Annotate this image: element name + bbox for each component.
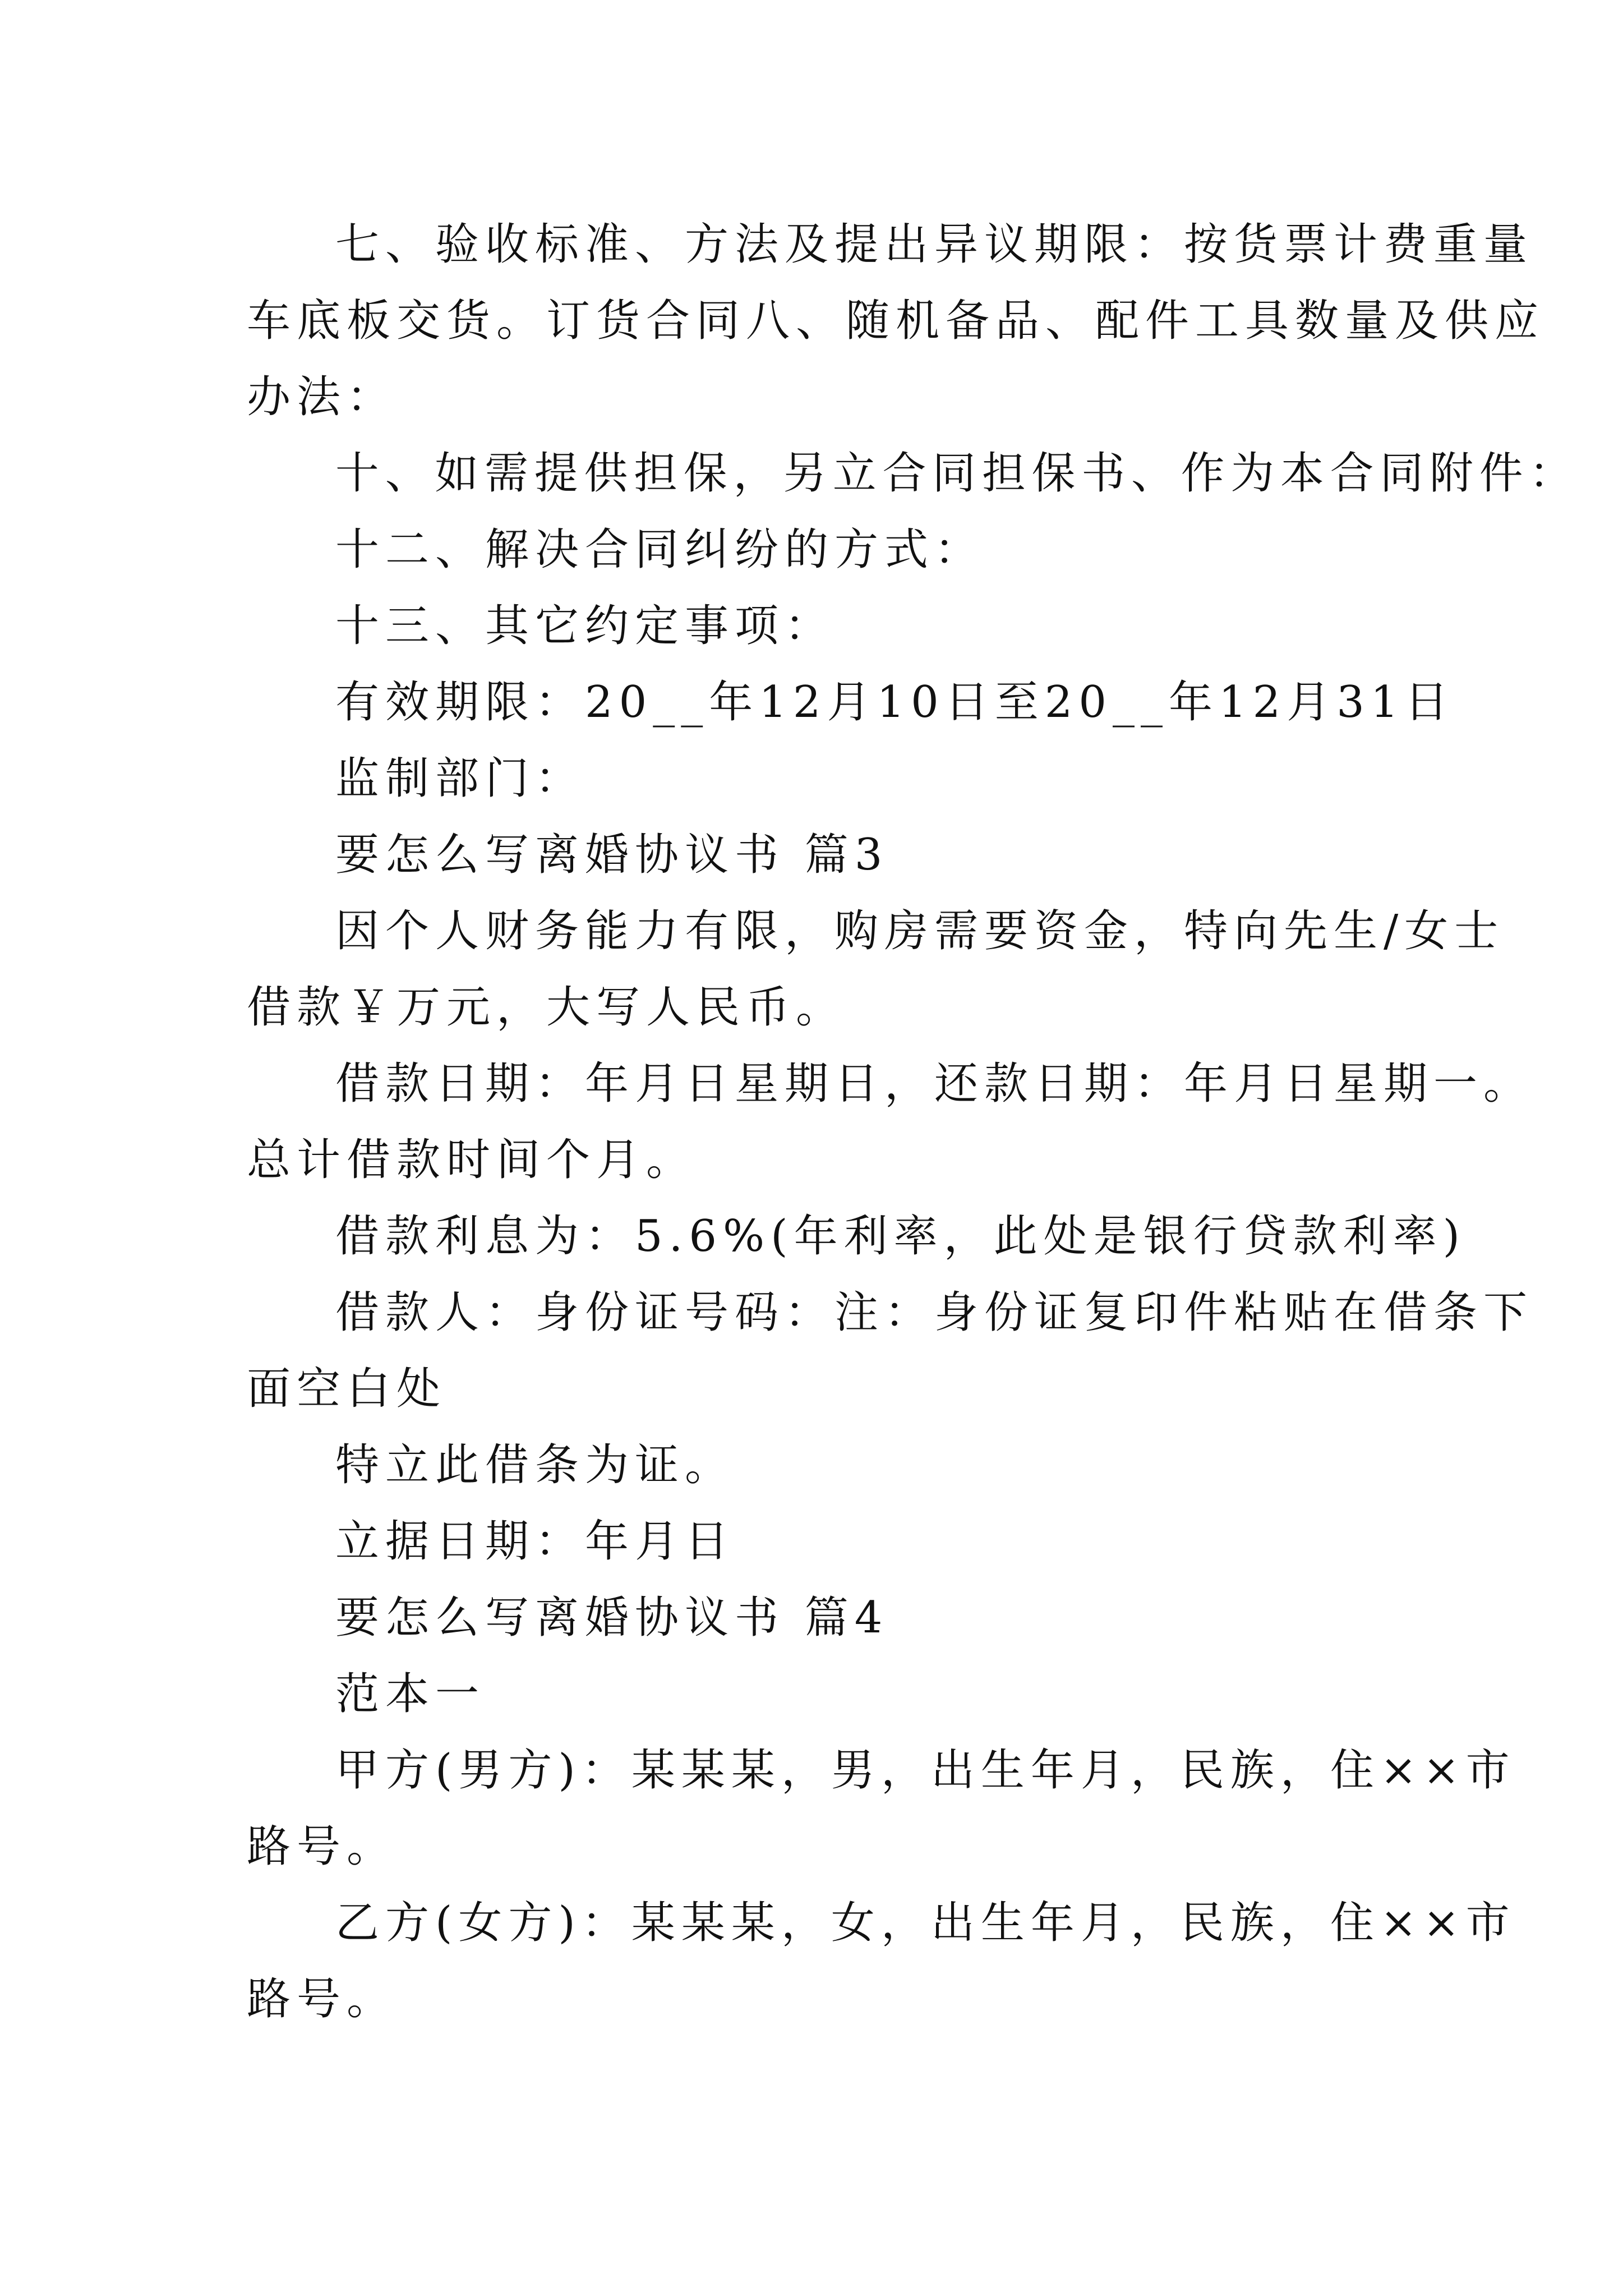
section-heading: 要怎么写离婚协议书 篇3 xyxy=(335,830,889,880)
paragraph-line: 范本一 xyxy=(335,1669,486,1719)
paragraph-line: 乙方(女方)：某某某，女，出生年月，民族，住××市 xyxy=(335,1898,1516,1948)
paragraph-line: 七、验收标准、方法及提出异议期限：按货票计费重量 xyxy=(335,219,1534,270)
paragraph-line: 有效期限：20__年12月10日至20__年12月31日 xyxy=(335,677,1455,728)
paragraph-line: 十、如需提供担保，另立合同担保书、作为本合同附件： xyxy=(335,448,1579,499)
paragraph-line: 因个人财务能力有限，购房需要资金，特向先生/女士 xyxy=(335,906,1505,956)
paragraph-line: 办法： xyxy=(247,372,397,422)
paragraph-line: 特立此借条为证。 xyxy=(335,1440,735,1490)
paragraph-line: 借款日期：年月日星期日，还款日期：年月日星期一。 xyxy=(335,1059,1534,1109)
paragraph-line: 借款利息为：5.6%(年利率，此处是银行贷款利率) xyxy=(335,1211,1467,1262)
paragraph-line: 车底板交货。订货合同八、随机备品、配件工具数量及供应 xyxy=(247,296,1545,346)
paragraph-line: 总计借款时间个月。 xyxy=(247,1135,697,1185)
section-heading: 要怎么写离婚协议书 篇4 xyxy=(335,1593,889,1643)
paragraph-line: 十三、其它约定事项： xyxy=(335,601,835,651)
paragraph-line: 借款￥万元，大写人民币。 xyxy=(247,982,846,1033)
paragraph-line: 路号。 xyxy=(247,1821,397,1872)
paragraph-line: 甲方(男方)：某某某，男，出生年月，民族，住××市 xyxy=(335,1745,1516,1796)
paragraph-line: 借款人：身份证号码：注：身份证复印件粘贴在借条下 xyxy=(335,1287,1534,1338)
paragraph-line: 面空白处 xyxy=(247,1364,447,1414)
paragraph-line: 路号。 xyxy=(247,1974,397,2024)
paragraph-line: 立据日期：年月日 xyxy=(335,1516,735,1567)
paragraph-line: 十二、解决合同纠纷的方式： xyxy=(335,524,985,575)
paragraph-line: 监制部门： xyxy=(335,753,585,804)
